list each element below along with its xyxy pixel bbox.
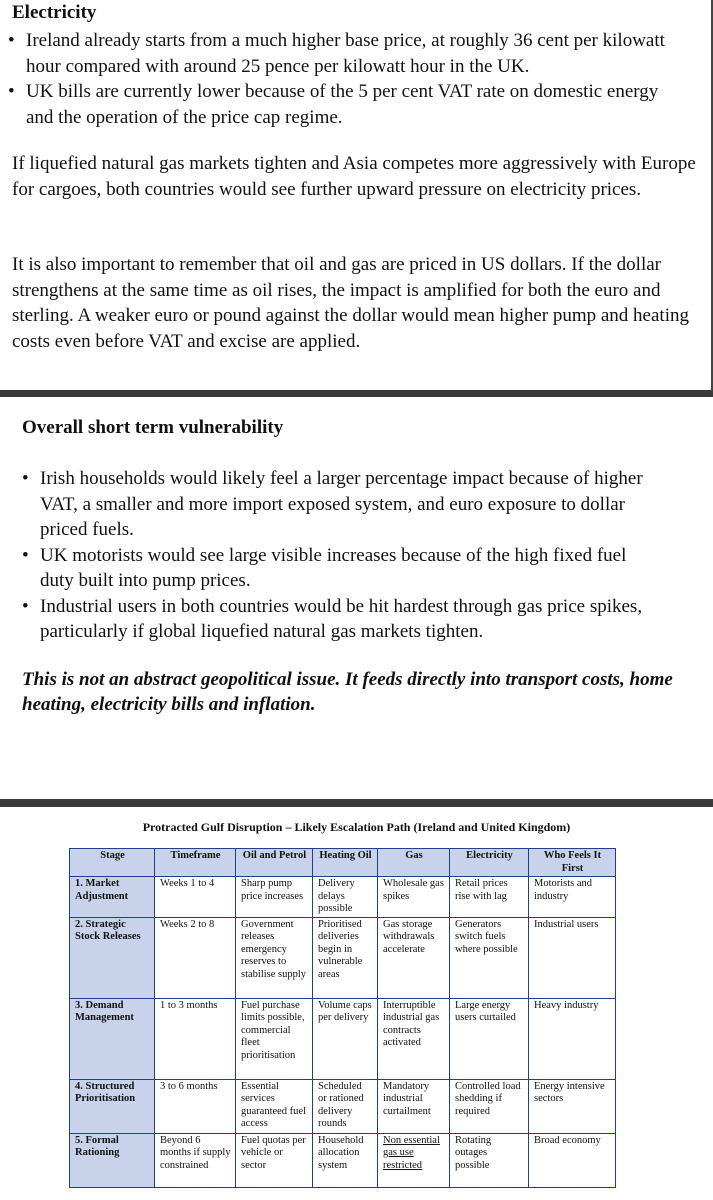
electricity-cell: Generators switch fuels where possible (450, 917, 529, 998)
timeframe-cell: 1 to 3 months (155, 998, 236, 1079)
vulnerability-bullet: • Industrial users in both countries would be hit hardest through gas price spikes, particularly if global liquefied natural gas markets tighten. (14, 594, 664, 645)
vulnerability-bullet-list (14, 466, 664, 645)
who-feels-first-cell: Motorists and industry (529, 877, 616, 918)
vulnerability-heading: Overall short term vulnerability (22, 417, 284, 438)
who-feels-first-cell: Broad economy (529, 1133, 616, 1187)
header-heating-oil: Heating Oil (313, 849, 378, 877)
header-stage: Stage (70, 849, 155, 877)
timeframe-cell: Weeks 2 to 8 (155, 917, 236, 998)
gas-cell: Interruptible industrial gas contracts activated (378, 998, 450, 1079)
table-caption: Protracted Gulf Disruption – Likely Escalation Path (Ireland and United Kingdom) (142, 820, 571, 834)
gas-cell: Non essential gas use restricted (378, 1133, 450, 1187)
header-gas: Gas (378, 849, 450, 877)
timeframe-cell: Beyond 6 months if supply constrained (155, 1133, 236, 1187)
electricity-bullet: • UK bills are currently lower because of the 5 per cent VAT rate on domestic energy and the operation of the price cap regime. (0, 79, 690, 130)
gas-cell: Mandatory industrial curtailment (378, 1079, 450, 1133)
header-electricity: Electricity (450, 849, 529, 877)
stage-cell: 1. Market Adjustment (70, 877, 155, 918)
table-row (70, 1079, 616, 1133)
electricity-bullet-list (0, 28, 690, 130)
electricity-cell: Controlled load shedding if required (450, 1079, 529, 1133)
header-oil-petrol: Oil and Petrol (236, 849, 313, 877)
oil-petrol-cell: Essential services guaranteed fuel access (236, 1079, 313, 1133)
vulnerability-bullet: • Irish households would likely feel a larger percentage impact because of higher VAT, a smaller and more import exposed system, and euro exposure to dollar priced fuels. (14, 466, 664, 543)
stage-cell: 2. Strategic Stock Releases (70, 917, 155, 998)
heating-oil-cell: Volume caps per delivery (313, 998, 378, 1079)
table-row (70, 1133, 616, 1187)
table-row (70, 877, 616, 918)
who-feels-first-cell: Industrial users (529, 917, 616, 998)
electricity-cell: Retail prices rise with lag (450, 877, 529, 918)
stage-cell: 5. Formal Rationing (70, 1133, 155, 1187)
electricity-paragraph: If liquefied natural gas markets tighten and Asia competes more aggressively with Europe for cargoes, both countries would see further upward pressure on electricity prices. (12, 153, 696, 200)
who-feels-first-cell: Heavy industry (529, 998, 616, 1079)
stage-cell: 3. Demand Management (70, 998, 155, 1079)
header-who-feels-first: Who Feels It First (529, 849, 616, 877)
oil-petrol-cell: Fuel purchase limits possible, commercial fleet prioritisation (236, 998, 313, 1079)
oil-petrol-cell: Fuel quotas per vehicle or sector (236, 1133, 313, 1187)
electricity-cell: Rotating outages possible (450, 1133, 529, 1187)
table-header-row (70, 849, 616, 877)
gas-cell: Wholesale gas spikes (378, 877, 450, 918)
oil-petrol-cell: Government releases emergency reserves to stabilise supply (236, 917, 313, 998)
who-feels-first-cell: Energy intensive sectors (529, 1079, 616, 1133)
header-timeframe: Timeframe (155, 849, 236, 877)
gas-cell: Gas storage withdrawals accelerate (378, 917, 450, 998)
heating-oil-cell: Scheduled or rationed delivery rounds (313, 1079, 378, 1133)
escalation-table (69, 848, 616, 1188)
timeframe-cell: Weeks 1 to 4 (155, 877, 236, 918)
heating-oil-cell: Delivery delays possible (313, 877, 378, 918)
electricity-panel (0, 0, 713, 390)
heating-oil-cell: Prioritised deliveries begin in vulnerable areas (313, 917, 378, 998)
electricity-bullet: • Ireland already starts from a much higher base price, at roughly 36 cent per kilowatt hour compared with around 25 pence per kilowatt hour in the UK. (0, 28, 690, 79)
table-row (70, 917, 616, 998)
vulnerability-panel (0, 397, 713, 799)
electricity-cell: Large energy users curtailed (450, 998, 529, 1079)
oil-petrol-cell: Sharp pump price increases (236, 877, 313, 918)
stage-cell: 4. Structured Prioritisation (70, 1079, 155, 1133)
timeframe-cell: 3 to 6 months (155, 1079, 236, 1133)
table-row (70, 998, 616, 1079)
currency-paragraph: It is also important to remember that oil and gas are priced in US dollars. If the dollar strengthens at the same time as oil rises, the impact is amplified for both the euro and sterling. A weaker euro or pound against the dollar would mean higher pump and heating costs even before VAT and excise are applied. (12, 254, 689, 352)
electricity-heading: Electricity (12, 2, 97, 23)
vulnerability-bullet: • UK motorists would see large visible increases because of the high fixed fuel duty built into pump prices. (14, 543, 664, 594)
emphasis-statement: This is not an abstract geopolitical issue. It feeds directly into transport costs, home heating, electricity bills and inflation. (22, 669, 673, 715)
escalation-table-panel (0, 807, 713, 1200)
heating-oil-cell: Household allocation system (313, 1133, 378, 1187)
